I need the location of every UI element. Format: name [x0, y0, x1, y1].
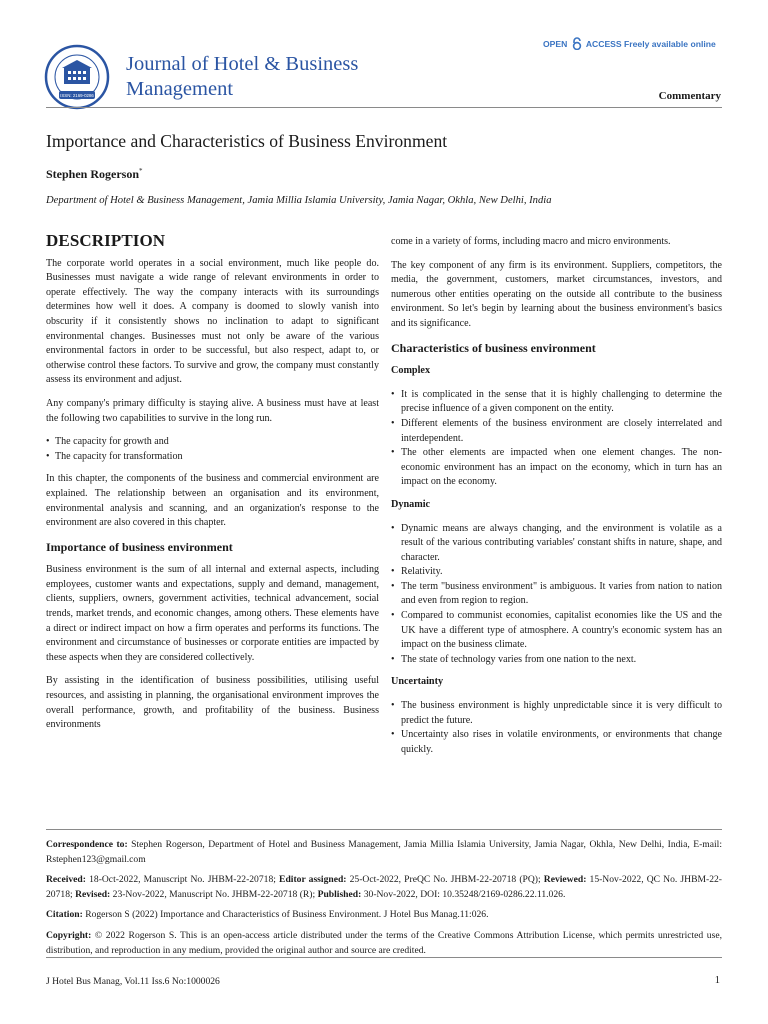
open-access-badge	[543, 37, 716, 50]
correspondence-text: Stephen Rogerson, Department of Hotel and Business Management, Jamia Millia Islamia University, Jamia Nagar, Okhla, New Delhi, India, E-mail: Rstephen123@gmail.com	[46, 839, 723, 865]
minor-heading-uncertainty: Uncertainty	[391, 676, 444, 688]
paragraph: Any company's primary difficulty is staying alive. A business must have at least the following two capabilities to survive in the long run.	[46, 397, 379, 424]
citation-text: Rogerson S (2022) Importance and Characteristics of Business Environment. J Hotel Bus Manag.11:026.	[85, 909, 489, 921]
copyright-text: © 2022 Rogerson S. This is an open-access article distributed under the terms of the Creative Commons Attribution License, which permits unrestricted use, distribution, and reproduction in any medium, provided the original author and source are credited.	[46, 929, 722, 956]
freely-available-text: Freely available online	[624, 39, 716, 49]
minor-heading-complex: Complex	[391, 365, 431, 377]
access-word: ACCESS	[585, 39, 622, 49]
list-item: • It is complicated in the sense that it is highly challenging to determine the precise influence of a given component on the entity.	[391, 388, 722, 417]
correspondence-note	[46, 838, 722, 867]
list-item: • The business environment is highly unpredictable since it is very difficult to predict the future.	[391, 699, 722, 728]
reviewed-text: 15-Nov-2022, QC No. JHBM-22-20718;	[46, 874, 722, 900]
minor-heading-dynamic: Dynamic	[391, 498, 431, 510]
received-text: 18-Oct-2022, Manuscript No. JHBM-22-20718;	[89, 874, 276, 886]
list-item: • The state of technology varies from one nation to the next.	[391, 653, 722, 668]
paragraph: The corporate world operates in a social environment, much like people do. Businesses must navigate a wide range of relevant environments in order to operate effectively. The way the company interacts with its surroundings determines how well it does. A company is doomed to slowly vanish into obscurity if it consistently shows no inclination to adapt to significant environmental changes. Businesses must not only be aware of the various environmental factors in order to be successful, but also respect, adapt to, or otherwise control these factors. To survive and grow, the company must constantly assess its environment and adjust.	[46, 257, 379, 386]
paragraph: In this chapter, the components of the business and commercial environment are explained. The relationship between an organisation and its environment, environmental analysis and scanning, and an organization's response to the environment are also covered in this chapter.	[46, 473, 379, 529]
correspondence-label: Correspondence to:	[46, 839, 128, 850]
author-mark: *	[139, 167, 143, 175]
paragraph: come in a variety of forms, including macro and micro environments.	[391, 236, 671, 247]
right-column	[391, 235, 722, 765]
list-item: • The capacity for transformation	[46, 450, 379, 465]
revised-label: Revised:	[75, 888, 111, 900]
open-word: OPEN	[543, 39, 568, 49]
received-label: Received:	[46, 874, 86, 886]
list-item: • Dynamic means are always changing, and the environment is volatile as a result of the various contributing variables' constant shifts in nature, shape, and character.	[391, 522, 722, 566]
subheading-importance: Importance of business environment	[46, 539, 233, 554]
paragraph: Business environment is the sum of all internal and external aspects, including employees, customer wants and expectations, supply and demand, management, clients, suppliers, owners, government activities, technical advancement, social trends, market trends, and economic changes, among others. These elements have a direct or indirect impact on how a firm operates and performs its functions. The environment and circumstance of businesses or corporate entities are impacted by these aspects when they are considered collectively.	[46, 564, 379, 663]
citation-label: Citation:	[46, 909, 83, 921]
reviewed-label: Reviewed:	[543, 874, 587, 886]
published-label: Published:	[317, 888, 362, 900]
list-item: • Different elements of the business environment are closely interrelated and interdependent.	[391, 417, 722, 446]
editor-label: Editor assigned:	[279, 874, 347, 886]
journal-title-line1: Journal of Hotel & Business	[126, 53, 359, 75]
open-lock-icon	[571, 37, 583, 50]
subheading-characteristics: Characteristics of business environment	[391, 340, 596, 355]
dynamic-list	[391, 522, 722, 668]
capabilities-list	[46, 435, 379, 464]
left-column	[46, 232, 379, 742]
copyright-note	[46, 929, 722, 958]
published-text: 30-Nov-2022, DOI: 10.35248/2169-0286.22.11.026.	[363, 888, 566, 900]
list-item: • Compared to communist economies, capitalist economies like the US and the UK have a different type of atmosphere. A country's economic system has an impact on the business climate.	[391, 609, 722, 653]
running-foot: J Hotel Bus Manag, Vol.11 Iss.6 No:1000026	[46, 976, 220, 987]
affiliation: Department of Hotel & Business Management, Jamia Millia Islamia University, Jamia Nagar, Okhla, New Delhi, India	[46, 195, 552, 206]
paragraph: The key component of any firm is its environment. Suppliers, competitors, the media, the government, customers, market circumstances, investors, and numerous other entities operating on the outside all contribute to the business environment. So let's begin by learning about the business environment's basics and its significance.	[391, 259, 722, 329]
list-item: • The other elements are impacted when one element changes. The non-economic environment has an impact on the economy, which in turn has an impact on the economy.	[391, 446, 722, 490]
article-title: Importance and Characteristics of Business Environment	[46, 131, 448, 151]
section-heading-description: DESCRIPTION	[46, 231, 166, 250]
author	[46, 167, 143, 182]
paragraph: By assisting in the identification of business possibilities, utilising useful resources, and assisting in planning, the organisational environment improves the overall performance, growth, and profitability of the business. Business environments	[46, 675, 379, 731]
complex-list	[391, 388, 722, 490]
journal-seal-icon	[44, 44, 110, 110]
running-foot-divider	[46, 957, 722, 958]
list-item: • The term "business environment" is ambiguous. It varies from nation to nation and even from region to region.	[391, 580, 722, 609]
copyright-label: Copyright:	[46, 929, 92, 941]
footer-divider	[46, 829, 722, 830]
revised-text: 23-Nov-2022, Manuscript No. JHBM-22-20718 (R);	[112, 888, 316, 900]
svg-text:ISSN: 2169-0286: ISSN: 2169-0286	[60, 93, 94, 99]
list-item: • The capacity for growth and	[46, 435, 379, 450]
list-item: • Relativity.	[391, 565, 722, 580]
citation-note	[46, 908, 722, 923]
author-name: Stephen Rogerson	[46, 167, 140, 181]
journal-title-line2: Management	[126, 78, 234, 100]
journal-title	[126, 52, 358, 102]
journal-logo	[44, 44, 110, 110]
page-number: 1	[714, 975, 720, 986]
editor-text: 25-Oct-2022, PreQC No. JHBM-22-20718 (PQ);	[349, 874, 541, 886]
header-divider	[46, 107, 722, 108]
article-type: Commentary	[658, 90, 721, 102]
uncertainty-list	[391, 699, 722, 757]
dates-note	[46, 873, 722, 902]
footer-notes	[46, 838, 722, 964]
list-item: • Uncertainty also rises in volatile environments, or environments that change quickly.	[391, 728, 722, 757]
